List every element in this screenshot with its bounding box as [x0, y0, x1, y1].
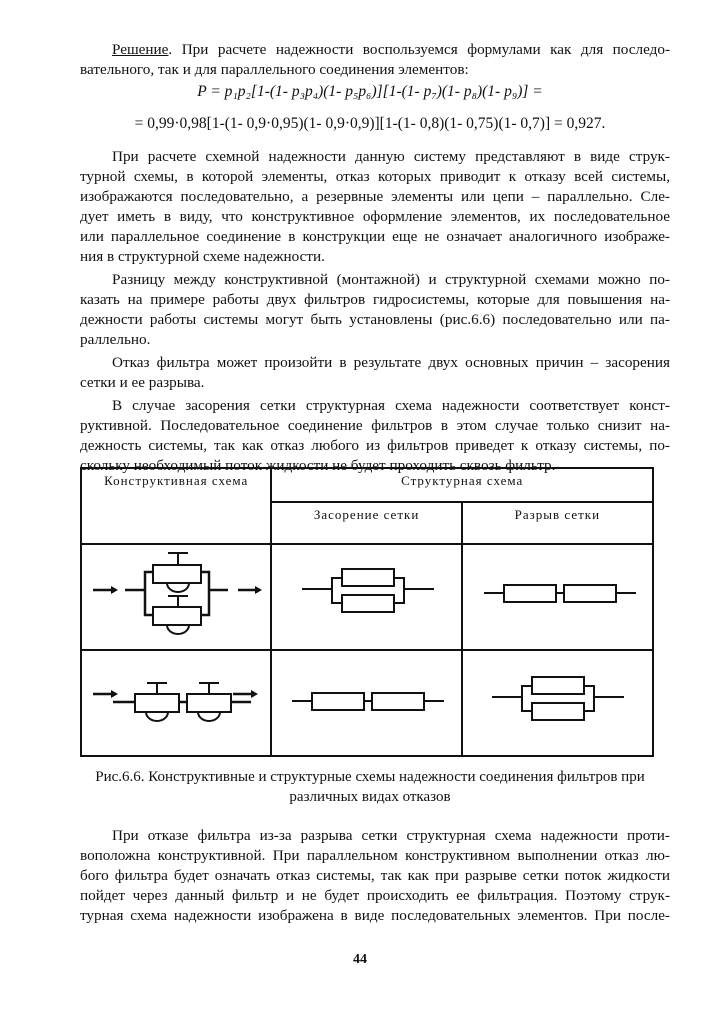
solution-label: Решение	[112, 41, 169, 58]
paragraph-3-line-1: Разницу между конструктивной (монтажной) и структурной схемами можно по-	[112, 271, 670, 288]
header-rupture: Разрыв сетки	[462, 502, 653, 544]
formula-line-1: P = p₁p₂[1-(1- p₃p₄)(1- p₅p₆)][1-(1- p₇)(1- p₈)(1- p₉)] =	[197, 83, 543, 100]
paragraph-3-line-4: раллельно.	[80, 331, 151, 348]
parallel-blocks-icon	[274, 545, 460, 645]
paragraph-1-line-1: Решение. При расчете надежности воспользуемся формулами как для последо-	[112, 41, 670, 58]
header-clogging: Засорение сетки	[271, 502, 461, 544]
paragraph-2-line-5: или параллельное соединение в конструкции еще не означает аналогичного изображе-	[80, 228, 670, 245]
parallel-filters-icon	[83, 545, 269, 645]
header-constructive-scheme: Конструктивная схема	[81, 468, 271, 544]
paragraph-2-line-3: изображаются последовательно, а резервные элементы или цепи – параллельно. Сле-	[80, 188, 670, 205]
paragraph-4-line-2: сетки и ее разрыва.	[80, 374, 205, 391]
paragraph-4-line-1: Отказ фильтра может произойти в результате двух основных причин – засорения	[112, 354, 670, 371]
figure-table	[80, 467, 654, 757]
paragraph-2-line-1: При расчете схемной надежности данную систему представляют в виде струк-	[112, 148, 670, 165]
paragraph-2-line-2: турной схемы, в которой элементы, отказ которых приводит к отказу всей системы,	[80, 168, 670, 185]
figure-caption-line-1: Рис.6.6. Конструктивные и структурные схемы надежности соединения фильтров при	[95, 769, 645, 785]
paragraph-5-line-1: В случае засорения сетки структурная схема надежности соответствует конст-	[112, 397, 670, 414]
formula-line-2: = 0,99·0,98[1-(1- 0,9·0,95)(1- 0,9·0,9)][1-(1- 0,8)(1- 0,75)(1- 0,7)] = 0,927.	[134, 115, 606, 132]
paragraph-6-line-5: турная схема надежности изображена в виде последовательных элементов. При после-	[80, 907, 670, 924]
rupture-series-blocks-diagram	[462, 544, 653, 650]
paragraph-5-line-3: дежность системы, так как отказ любого из фильтров приведет к отказу системы, по-	[80, 437, 670, 454]
figure-caption-line-2: различных видах отказов	[289, 789, 451, 805]
series-blocks-icon	[274, 651, 460, 751]
rupture-parallel-blocks-diagram	[462, 650, 653, 756]
page-number: 44	[353, 952, 367, 967]
series-blocks-icon	[464, 545, 650, 645]
paragraph-3-line-3: дежности работы системы могут быть установлены (рис.6.6) последовательно или па-	[80, 311, 670, 328]
paragraph-6-line-3: бого фильтра будет означать отказ системы, так как при разрыве сетки поток жидкости	[80, 867, 670, 884]
paragraph-3-line-2: казать на примере работы двух фильтров гидросистемы, которые для повышения на-	[80, 291, 670, 308]
paragraph-6-line-2: воположна конструктивной. При параллельном конструктивном выполнении отказ лю-	[80, 847, 670, 864]
clogging-parallel-blocks-diagram	[271, 544, 461, 650]
constructive-parallel-filters-diagram	[81, 544, 271, 650]
header-structural-scheme: Структурная схема	[271, 468, 653, 502]
paragraph-5-line-4: скольку необходимый поток жидкости не будет проходить сквозь фильтр.	[80, 457, 556, 474]
constructive-series-filters-diagram	[81, 650, 271, 756]
series-filters-icon	[83, 651, 269, 751]
parallel-blocks-icon	[464, 651, 650, 751]
paragraph-2-line-6: ния в структурной схеме надежности.	[80, 248, 325, 265]
paragraph-5-line-2: руктивной. Последовательное соединение фильтров в этом случае только снизит на-	[80, 417, 670, 434]
paragraph-6-line-1: При отказе фильтра из-за разрыва сетки структурная схема надежности проти-	[112, 827, 670, 844]
paragraph-6-line-4: пойдет через данный фильтр и не будет происходить ее фильтрация. Поэтому струк-	[80, 887, 670, 904]
paragraph-2-line-4: дует иметь в виду, что конструктивное оформление элементов, их последовательное	[80, 208, 670, 225]
clogging-series-blocks-diagram	[271, 650, 461, 756]
paragraph-1-line-2: вательного, так и для параллельного соединения элементов:	[80, 61, 469, 78]
